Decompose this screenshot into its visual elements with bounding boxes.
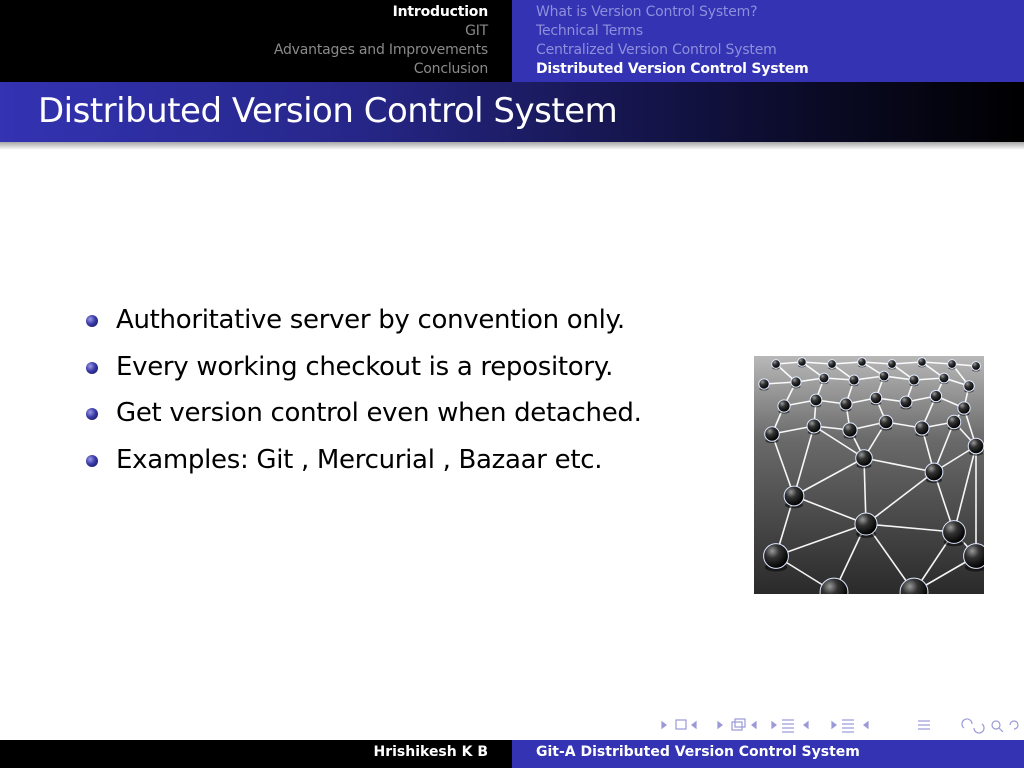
network-node xyxy=(870,392,882,404)
beamer-navigation-symbols[interactable] xyxy=(660,716,1020,734)
network-node xyxy=(828,360,837,369)
network-node xyxy=(947,415,961,429)
nav-subsection-what-is-vcs[interactable]: What is Version Control System? xyxy=(536,4,758,20)
network-node xyxy=(930,390,941,401)
network-node xyxy=(939,373,949,383)
bullet-text: Examples: Git , Mercurial , Bazaar etc. xyxy=(116,445,603,476)
network-node xyxy=(840,398,852,410)
network-node xyxy=(855,513,877,535)
network-node xyxy=(759,379,769,389)
network-graph-image xyxy=(754,356,984,594)
bullet-ball-icon xyxy=(86,315,98,327)
nav-subsection-distributed-vcs[interactable]: Distributed Version Control System xyxy=(536,61,809,77)
network-node xyxy=(918,358,927,367)
network-node xyxy=(798,358,807,367)
frame-title-bar xyxy=(0,82,1024,142)
network-node xyxy=(772,360,781,369)
network-node xyxy=(958,402,970,414)
network-node xyxy=(925,463,943,481)
network-node xyxy=(972,362,981,371)
bullet-item xyxy=(86,437,642,484)
network-node xyxy=(964,381,975,392)
network-node xyxy=(888,360,897,369)
network-node xyxy=(810,394,822,406)
bullet-text: Get version control even when detached. xyxy=(116,398,642,429)
bullet-item xyxy=(86,297,642,344)
bullet-text: Authoritative server by convention only. xyxy=(116,305,625,335)
network-node xyxy=(943,521,966,544)
network-node xyxy=(843,423,857,437)
nav-section-git[interactable]: GIT xyxy=(465,23,488,39)
nav-section-advantages[interactable]: Advantages and Improvements xyxy=(273,42,488,58)
network-node xyxy=(856,450,873,467)
nav-subsection-centralized-vcs[interactable]: Centralized Version Control System xyxy=(536,42,777,58)
bullet-ball-icon xyxy=(86,408,98,420)
bullet-list xyxy=(86,297,642,484)
footer-short-title: Git-A Distributed Version Control System xyxy=(536,744,860,760)
network-node xyxy=(900,396,912,408)
bullet-ball-icon xyxy=(86,455,98,467)
network-node xyxy=(948,360,957,369)
footer-author: Hrishikesh K B xyxy=(373,744,488,760)
subsection-list xyxy=(536,3,809,79)
network-node xyxy=(915,421,929,435)
network-node xyxy=(765,427,780,442)
network-node xyxy=(879,371,889,381)
nav-subsection-technical-terms[interactable]: Technical Terms xyxy=(536,23,643,39)
network-node xyxy=(879,415,893,429)
network-node xyxy=(784,486,804,506)
frame-title: Distributed Version Control System xyxy=(38,91,618,131)
bullet-ball-icon xyxy=(86,362,98,374)
network-node xyxy=(791,377,801,387)
network-node xyxy=(849,375,859,385)
network-node xyxy=(807,419,821,433)
network-node xyxy=(964,544,984,569)
network-node xyxy=(968,438,984,454)
nav-section-conclusion[interactable]: Conclusion xyxy=(413,61,488,77)
nav-section-introduction[interactable]: Introduction xyxy=(392,4,488,20)
network-node xyxy=(909,375,919,385)
footer-title-bar xyxy=(512,740,1024,768)
bullet-item xyxy=(86,390,642,437)
bullet-item xyxy=(86,344,642,391)
subsection-navigation xyxy=(512,0,1024,82)
network-node xyxy=(764,544,789,569)
section-navigation xyxy=(0,0,512,82)
footer-author-bar xyxy=(0,740,512,768)
network-node xyxy=(858,358,867,367)
section-list xyxy=(274,3,488,79)
network-node xyxy=(819,373,829,383)
network-node xyxy=(778,400,790,412)
bullet-text: Every working checkout is a repository. xyxy=(116,351,614,382)
